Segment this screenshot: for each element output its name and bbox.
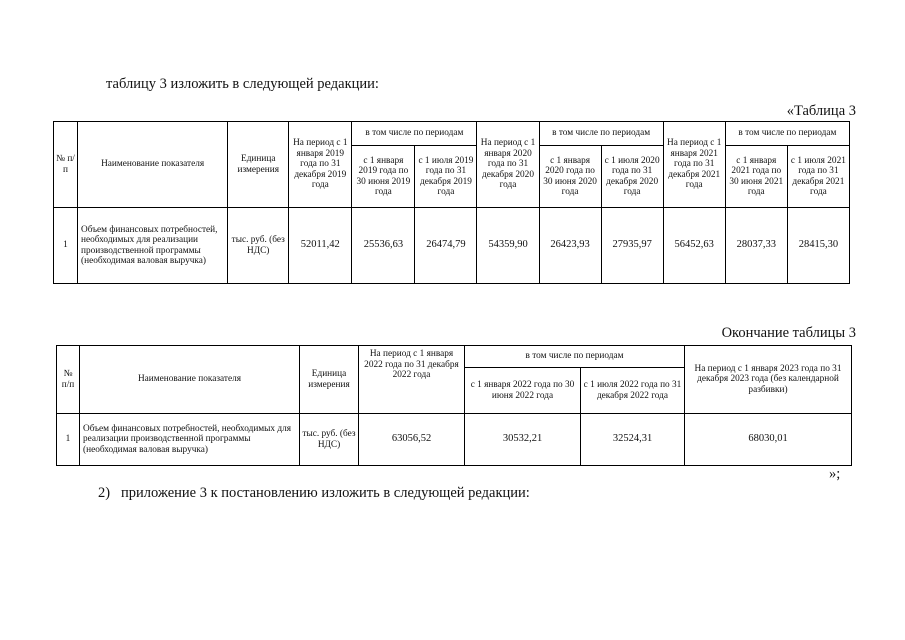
header-period-2021: На период с 1 января 2021 года по 31 декабря 2021 года [663, 122, 725, 208]
header-period-2020: На период с 1 января 2020 года по 31 декабря 2020 года [477, 122, 539, 208]
table-3-part-2 [56, 345, 852, 466]
value-h1-2020: 26423,93 [539, 208, 601, 284]
value-period-2023: 68030,01 [685, 414, 852, 466]
header-name: Наименование показателя [80, 346, 300, 414]
table-row [57, 414, 852, 466]
header-incl-2020: в том числе по периодам [539, 122, 663, 146]
header-h2-2022: с 1 июля 2022 года по 31 декабря 2022 года [581, 368, 685, 414]
header-incl-2021: в том числе по периодам [725, 122, 849, 146]
header-incl-2022: в том числе по периодам [465, 346, 685, 368]
header-period-2019: На период с 1 января 2019 года по 31 декабря 2019 года [289, 122, 352, 208]
value-h2-2022: 32524,31 [581, 414, 685, 466]
value-period-2022: 63056,52 [359, 414, 465, 466]
value-h2-2020: 27935,97 [601, 208, 663, 284]
header-name: Наименование показателя [78, 122, 228, 208]
row-num: 1 [54, 208, 78, 284]
row-name: Объем финансовых потребностей, необходимых для реализации производственной программы (необходимая валовая выручка) [80, 414, 300, 466]
value-period-2019: 52011,42 [289, 208, 352, 284]
header-unit: Единица измерения [300, 346, 359, 414]
value-h1-2022: 30532,21 [465, 414, 581, 466]
value-period-2020: 54359,90 [477, 208, 539, 284]
intro-text: таблицу 3 изложить в следующей редакции: [106, 76, 379, 92]
closing-quote: »; [829, 466, 841, 482]
value-h2-2019: 26474,79 [415, 208, 477, 284]
row-unit: тыс. руб. (без НДС) [300, 414, 359, 466]
header-num: № п/п [54, 122, 78, 208]
header-incl-2019: в том числе по периодам [352, 122, 477, 146]
row-unit: тыс. руб. (без НДС) [228, 208, 289, 284]
header-h2-2020: с 1 июля 2020 года по 31 декабря 2020 года [601, 146, 663, 208]
item-2-text: приложение 3 к постановлению изложить в следующей редакции: [121, 485, 530, 501]
table-row [54, 208, 850, 284]
item-2-number: 2) [98, 485, 111, 501]
header-h1-2019: с 1 января 2019 года по 30 июня 2019 года [352, 146, 415, 208]
value-h2-2021: 28415,30 [787, 208, 849, 284]
header-period-2022: На период с 1 января 2022 года по 31 декабря 2022 года [359, 346, 465, 414]
row-num: 1 [57, 414, 80, 466]
value-h1-2019: 25536,63 [352, 208, 415, 284]
header-h1-2022: с 1 января 2022 года по 30 июня 2022 года [465, 368, 581, 414]
header-h2-2021: с 1 июля 2021 года по 31 декабря 2021 года [787, 146, 849, 208]
value-h1-2021: 28037,33 [725, 208, 787, 284]
header-h2-2019: с 1 июля 2019 года по 31 декабря 2019 года [415, 146, 477, 208]
header-unit: Единица измерения [228, 122, 289, 208]
table-3-part-1 [53, 121, 850, 284]
row-name: Объем финансовых потребностей, необходимых для реализации производственной программы (необходимая валовая выручка) [78, 208, 228, 284]
header-h1-2021: с 1 января 2021 года по 30 июня 2021 года [725, 146, 787, 208]
table2-caption: Окончание таблицы 3 [721, 325, 856, 341]
header-period-2023: На период с 1 января 2023 года по 31 декабря 2023 года (без календарной разбивки) [685, 346, 852, 414]
header-h1-2020: с 1 января 2020 года по 30 июня 2020 года [539, 146, 601, 208]
header-num: № п/п [57, 346, 80, 414]
table1-caption: «Таблица 3 [786, 103, 856, 119]
value-period-2021: 56452,63 [663, 208, 725, 284]
